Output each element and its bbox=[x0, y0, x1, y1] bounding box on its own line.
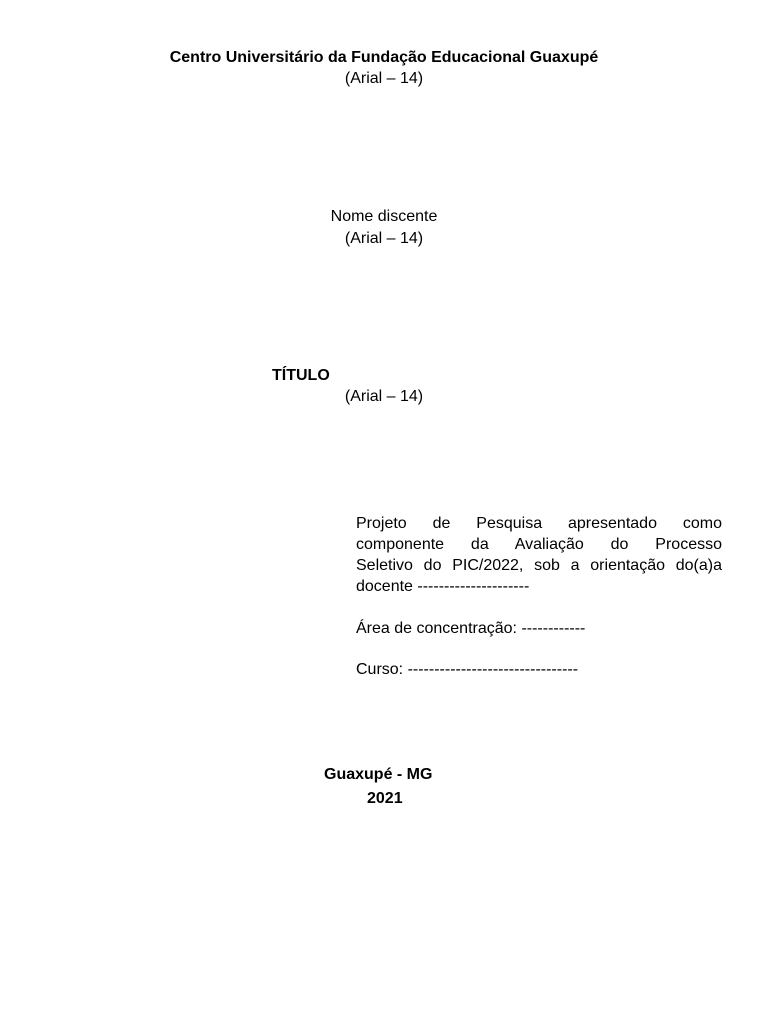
description-line-3: Seletivo do PIC/2022, sob a orientação do(a)a bbox=[356, 557, 722, 574]
description-line-4: docente --------------------- bbox=[356, 578, 530, 595]
institution-name: Centro Universitário da Fundação Educacional Guaxupé bbox=[169, 49, 599, 66]
description-line-1: Projeto de Pesquisa apresentado como bbox=[356, 515, 722, 532]
institution-font-note: (Arial – 14) bbox=[344, 70, 424, 87]
year: 2021 bbox=[367, 790, 403, 807]
title-font-note: (Arial – 14) bbox=[344, 388, 424, 405]
description-line-2: componente da Avaliação do Processo bbox=[356, 536, 722, 553]
student-font-note: (Arial – 14) bbox=[344, 230, 424, 247]
course: Curso: -------------------------------- bbox=[356, 661, 579, 678]
concentration-area: Área de concentração: ------------ bbox=[356, 620, 586, 637]
student-name: Nome discente bbox=[330, 208, 438, 225]
location: Guaxupé - MG bbox=[324, 766, 433, 783]
document-title: TÍTULO bbox=[272, 367, 330, 384]
